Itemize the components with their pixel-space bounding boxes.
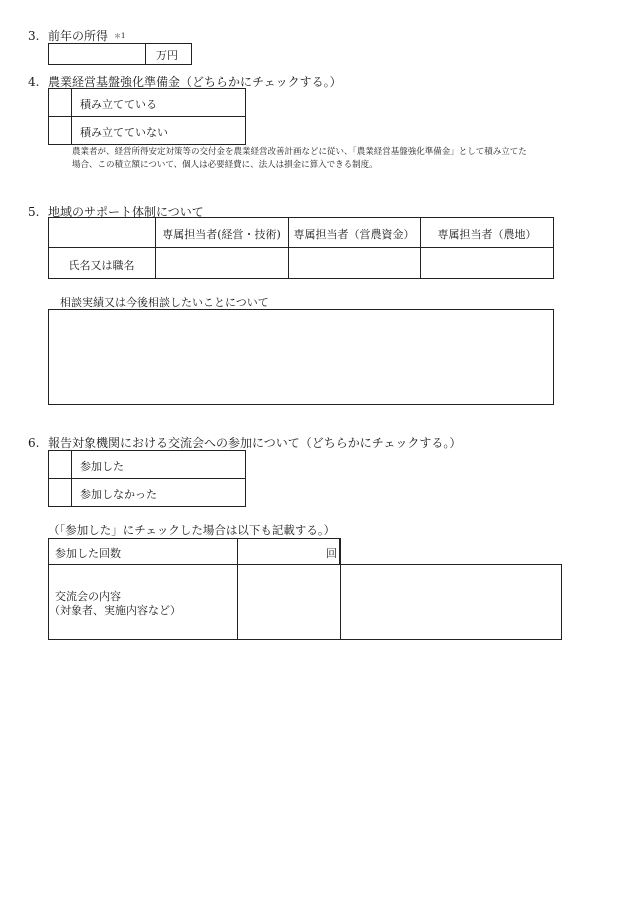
consultation-label: 相談実績又は今後相談したいことについて <box>60 296 269 309</box>
reserve-checkbox-no[interactable] <box>48 116 72 145</box>
not-participated-checkbox[interactable] <box>48 478 72 507</box>
participated-checkbox[interactable] <box>48 450 72 479</box>
option-participated: 参加した <box>80 460 124 473</box>
section-6-number: 6. <box>28 436 40 450</box>
name-input-management-tech[interactable] <box>156 248 288 278</box>
content-input-1[interactable] <box>238 565 340 639</box>
header-management-tech: 専属担当者(経営・技術) <box>162 228 281 241</box>
section-4-title: 農業経営基盤強化準備金（どちらかにチェックする。） <box>48 75 342 89</box>
option-not-reserved: 積み立てていない <box>80 126 168 139</box>
section-6-heading <box>28 434 461 451</box>
section-4-number: 4. <box>28 75 40 89</box>
section-6-title: 報告対象機関における交流会への参加について（どちらかにチェックする。） <box>48 436 462 450</box>
content-sublabel: （対象者、実施内容など） <box>49 604 181 617</box>
footnote-mark: ＊1 <box>114 32 126 40</box>
count-input[interactable] <box>238 539 326 564</box>
name-input-farmland[interactable] <box>421 248 553 278</box>
exchange-detail-instruction: （「参加した」にチェックした場合は以下も記載する。） <box>48 523 336 537</box>
count-label: 参加した回数 <box>55 547 121 560</box>
section-3-heading <box>28 27 125 44</box>
header-farmland: 専属担当者（農地） <box>437 228 537 241</box>
count-unit: 回 <box>326 547 337 560</box>
name-input-farm-funds[interactable] <box>289 248 420 278</box>
section-5-number: 5. <box>28 205 40 219</box>
section-3-number: 3. <box>28 29 40 43</box>
option-not-participated: 参加しなかった <box>80 488 157 501</box>
reserve-checkbox-yes[interactable] <box>48 88 72 117</box>
content-input-2[interactable] <box>341 565 561 639</box>
note-line-1: 農業者が、経営所得安定対策等の交付金を農業経営改善計画などに従い、「農業経営基盤強化準備金」として積み立てた <box>72 147 527 157</box>
income-unit: 万円 <box>156 49 178 62</box>
row-label-name: 氏名又は職名 <box>68 259 135 272</box>
income-input[interactable] <box>48 43 146 65</box>
consultation-textarea[interactable] <box>48 309 554 405</box>
reserve-fund-note <box>72 146 527 172</box>
header-farm-funds: 専属担当者（営農資金） <box>293 228 415 241</box>
section-3-title: 前年の所得 <box>48 29 109 43</box>
note-line-2: 場合、この積立額について、個人は必要経費に、法人は損金に算入できる制度。 <box>72 160 378 170</box>
content-label: 交流会の内容 <box>55 590 121 603</box>
option-reserved: 積み立てている <box>80 98 157 111</box>
section-5-title: 地域のサポート体制について <box>48 205 204 219</box>
